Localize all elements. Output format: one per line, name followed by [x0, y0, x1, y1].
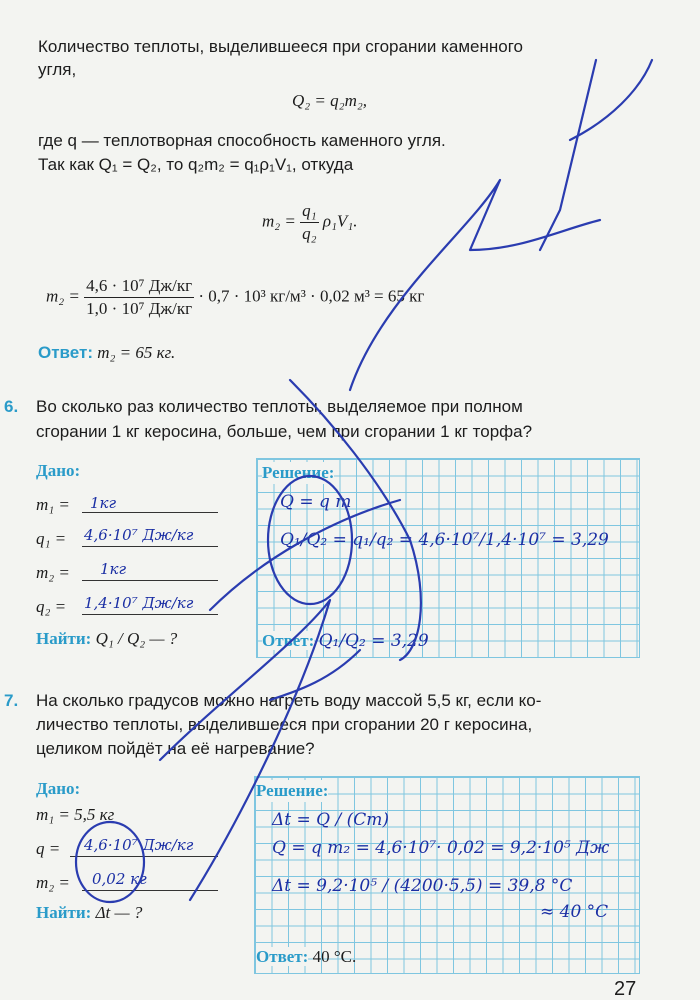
- circle-mark-task7: [76, 822, 144, 902]
- calc-left: m₂ =: [46, 286, 80, 306]
- task7-number: 7.: [4, 691, 19, 710]
- task7-find-label: Найти:: [36, 903, 92, 922]
- task6-q1-label: q₁ =: [36, 529, 67, 548]
- task6-find-text: Q₁ / Q₂ — ?: [95, 629, 178, 648]
- formula-q2: Q₂ = q₂m₂,: [292, 91, 368, 110]
- task7-line-2: личество теплоты, выделившееся при сгорании 20 г керосина,: [36, 715, 533, 734]
- task6-line-2: сгорании 1 кг керосина, больше, чем при сгорании 1 кг торфа?: [36, 422, 533, 441]
- task7-given-label: Дано:: [36, 779, 81, 798]
- task6-m1-label: m₁ =: [36, 495, 70, 514]
- scribble-stroke-6: [270, 650, 360, 700]
- task7-answer-label: Ответ:: [256, 947, 309, 966]
- task6-sol-line-1: Q = q m: [280, 492, 352, 512]
- task7-find-text: Δt — ?: [95, 903, 143, 922]
- task6-sol-line-2: Q₁/Q₂ = q₁/q₂ = 4,6·10⁷/1,4·10⁷ = 3,29: [280, 530, 609, 550]
- formula-m2-num: q₁: [300, 200, 318, 223]
- top-answer-label: Ответ:: [38, 343, 93, 362]
- intro-line-2: угля,: [38, 60, 77, 79]
- task6-given-label: Дано:: [36, 461, 81, 480]
- task7-q-label: q =: [36, 839, 61, 858]
- scribble-stroke-2: [350, 180, 600, 390]
- task7-solution-label: Решение:: [256, 781, 329, 800]
- task6-m2-value: 1кг: [100, 560, 127, 578]
- task7-answer-text: 40 °С.: [312, 947, 357, 966]
- task7-sol-line-4: ≈ 40 °С: [540, 902, 609, 922]
- calc-den: 1,0 · 10⁷ Дж/кг: [86, 299, 193, 318]
- intro-line-3: где q — теплотворная способность каменного угля.: [38, 131, 446, 150]
- scribble-stroke-4: [210, 500, 400, 610]
- task6-m2-label: m₂ =: [36, 563, 70, 582]
- task6-q1-value: 4,6·10⁷ Дж/кг: [84, 526, 194, 544]
- task7-m2-value: 0,02 кг: [92, 870, 147, 888]
- intro-line-4: Так как Q₁ = Q₂, то q₂m₂ = q₁ρ₁V₁, откуда: [38, 155, 354, 174]
- task7-sol-line-2: Q = q m₂ = 4,6·10⁷· 0,02 = 9,2·10⁵ Дж: [272, 838, 610, 858]
- task7-m1: m₁ = 5,5 кг: [36, 805, 115, 824]
- task7-sol-line-1: Δt = Q / (Cm): [272, 810, 390, 830]
- task6-answer-text: Q₁/Q₂ = 3,29: [318, 631, 429, 651]
- page-number: 27: [614, 978, 637, 1000]
- task6-answer-label: Ответ:: [262, 631, 315, 650]
- task6-q2-label: q₂ =: [36, 597, 67, 616]
- task7-line-3: целиком пойдёт на её нагревание?: [36, 739, 315, 758]
- formula-m2-right: ρ₁V₁.: [322, 211, 358, 231]
- task6-q2-value: 1,4·10⁷ Дж/кг: [84, 594, 194, 612]
- calc-right: · 0,7 · 10³ кг/м³ · 0,02 м³ = 65 кг: [198, 286, 425, 306]
- formula-m2-den: q₂: [302, 224, 317, 243]
- formula-m2-left: m₂ =: [262, 211, 296, 231]
- task7-sol-line-3: Δt = 9,2·10⁵ / (4200·5,5) = 39,8 °С: [272, 876, 573, 896]
- task6-m1-value: 1кг: [90, 494, 117, 512]
- scribble-stroke-3: [290, 380, 421, 660]
- top-answer-text: m₂ = 65 кг.: [97, 343, 176, 362]
- task6-find-label: Найти:: [36, 629, 92, 648]
- task6-number: 6.: [4, 397, 19, 416]
- task6-line-1: Во сколько раз количество теплоты, выделяемое при полном: [36, 397, 523, 416]
- task7-m2-label: m₂ =: [36, 873, 70, 892]
- task7-line-1: На сколько градусов можно нагреть воду массой 5,5 кг, если ко-: [36, 691, 542, 710]
- task7-q-value: 4,6·10⁷ Дж/кг: [84, 836, 194, 854]
- calc-num: 4,6 · 10⁷ Дж/кг: [84, 275, 194, 298]
- intro-line-1: Количество теплоты, выделившееся при сгорании каменного: [38, 37, 523, 56]
- circle-mark-task6: [268, 476, 352, 604]
- task6-solution-label: Решение:: [262, 463, 335, 482]
- scribble-stroke-5: [160, 600, 330, 900]
